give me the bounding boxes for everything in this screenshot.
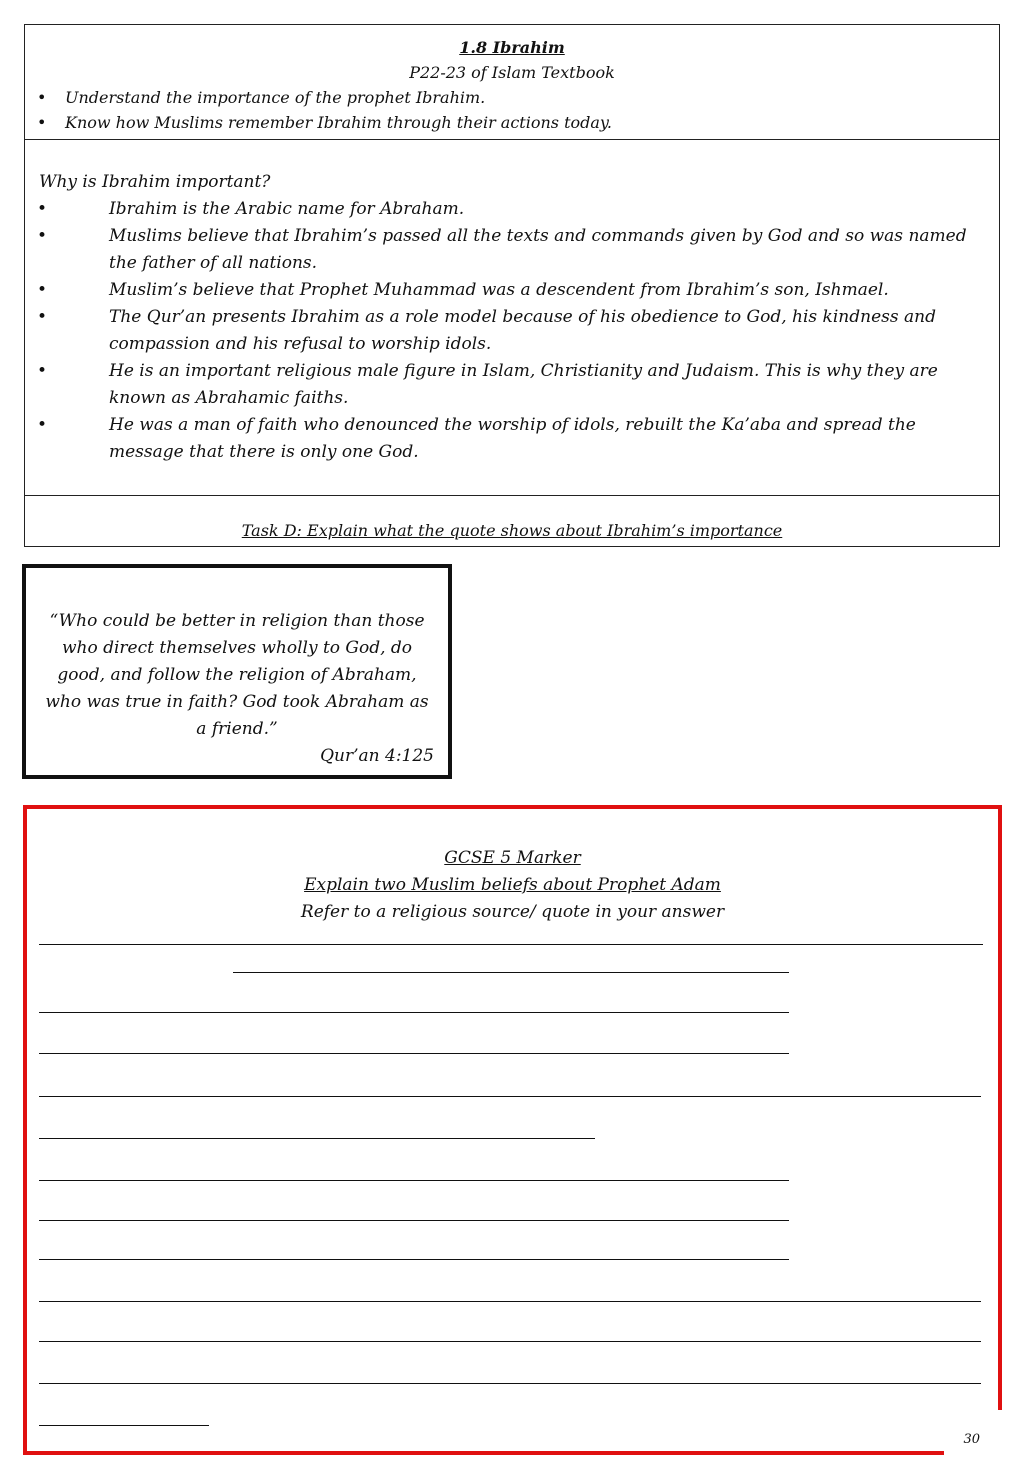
answer-line[interactable] xyxy=(39,1425,209,1426)
answer-line[interactable] xyxy=(39,1053,789,1054)
importance-heading: Why is Ibrahim important? xyxy=(39,172,271,192)
importance-points-list xyxy=(25,196,999,466)
answer-line[interactable] xyxy=(39,1220,789,1221)
answer-line[interactable] xyxy=(39,1180,789,1181)
quote-reference: Qur’an 4:125 xyxy=(320,746,434,766)
importance-box xyxy=(24,139,1000,496)
importance-point: • Muslim’s believe that Prophet Muhammad was a descendent from Ibrahim’s son, Ishmael. xyxy=(25,277,999,304)
objectives-list xyxy=(25,85,999,135)
exam-question: Explain two Muslim beliefs about Prophet Adam xyxy=(304,875,721,895)
importance-point: • Ibrahim is the Arabic name for Abraham. xyxy=(25,196,999,223)
exam-instruction: Refer to a religious source/ quote in your answer xyxy=(300,902,725,922)
answer-line[interactable] xyxy=(39,1012,789,1013)
lesson-header-box xyxy=(24,24,1000,140)
quote-box xyxy=(22,564,452,779)
bullet-icon: • xyxy=(37,226,48,246)
answer-line[interactable] xyxy=(39,944,983,945)
bullet-icon: • xyxy=(37,113,47,132)
answer-line[interactable] xyxy=(39,1138,595,1139)
bullet-icon: • xyxy=(37,361,48,381)
objective-item: • Know how Muslims remember Ibrahim through their actions today. xyxy=(25,110,999,135)
answer-line[interactable] xyxy=(39,1341,981,1342)
importance-point: • He was a man of faith who denounced the worship of idols, rebuilt the Ka’aba and spread the message that there is only one God. xyxy=(25,412,999,466)
exam-label: GCSE 5 Marker xyxy=(444,848,581,868)
answer-line[interactable] xyxy=(39,1383,981,1384)
lesson-title: 1.8 Ibrahim xyxy=(459,38,565,57)
bullet-icon: • xyxy=(37,88,47,107)
task-box xyxy=(24,495,1000,547)
bullet-icon: • xyxy=(37,280,48,300)
textbook-reference: P22-23 of Islam Textbook xyxy=(409,63,615,82)
bullet-icon: • xyxy=(37,199,48,219)
quote-text: “Who could be better in religion than those who direct themselves wholly to God, do good, and follow the religion of Abraham, who was true in faith? God took Abraham as a friend.” xyxy=(45,611,429,739)
answer-line[interactable] xyxy=(233,972,789,973)
importance-point: • The Qur’an presents Ibrahim as a role model because of his obedience to God, his kindness and compassion and his refusal to worship idols. xyxy=(25,304,999,358)
answer-line[interactable] xyxy=(39,1301,981,1302)
task-instruction: Task D: Explain what the quote shows about Ibrahim’s importance xyxy=(241,521,783,540)
bullet-icon: • xyxy=(37,307,48,327)
exam-question-box xyxy=(23,805,1002,1455)
objective-item: • Understand the importance of the prophet Ibrahim. xyxy=(25,85,999,110)
page-number: 30 xyxy=(963,1432,980,1447)
answer-line[interactable] xyxy=(39,1096,981,1097)
answer-line[interactable] xyxy=(39,1259,789,1260)
bullet-icon: • xyxy=(37,415,48,435)
importance-point: • He is an important religious male figure in Islam, Christianity and Judaism. This is why they are known as Abrahamic faiths. xyxy=(25,358,999,412)
importance-point: • Muslims believe that Ibrahim’s passed all the texts and commands given by God and so was named the father of all nations. xyxy=(25,223,999,277)
